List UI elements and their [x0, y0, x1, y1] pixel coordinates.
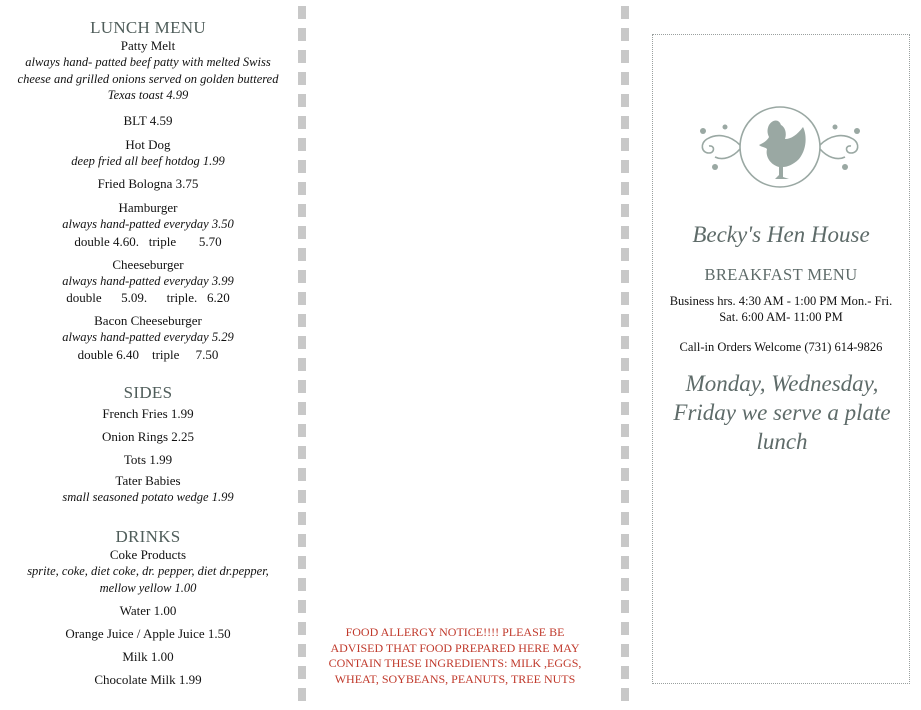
item-desc: always hand- patted beef patty with melted Swiss — [25, 55, 271, 69]
item-name: Hamburger — [118, 200, 178, 215]
breakfast-menu-title: BREAKFAST MENU — [704, 265, 858, 284]
hours-line: Business hrs. 4:30 AM - 1:00 PM Mon.- Fri. — [669, 294, 893, 308]
item-name: Coke Products — [109, 547, 187, 562]
menu-item-water: Water 1.00 — [119, 603, 177, 618]
allergy-line: CONTAIN THESE INGREDIENTS: MILK ,EGGS, — [328, 656, 582, 670]
fold-guide-left — [298, 6, 307, 710]
menu-item-coke-products — [8, 547, 288, 596]
allergy-notice — [320, 625, 590, 687]
menu-item-cheeseburger — [8, 257, 288, 307]
lunch-menu-title: LUNCH MENU — [90, 18, 206, 37]
item-desc: mellow yellow 1.00 — [99, 580, 197, 595]
item-desc: cheese and grilled onions served on golden buttered — [17, 71, 279, 86]
item-sizes: double 4.60. triple 5.70 — [74, 233, 222, 249]
item-sizes: double 5.09. triple. 6.20 — [66, 290, 230, 305]
menu-item-chocolate-milk: Chocolate Milk 1.99 — [94, 672, 202, 687]
plate-line: Friday we serve a plate — [673, 400, 891, 425]
menu-item-juice: Orange Juice / Apple Juice 1.50 — [65, 626, 231, 641]
fold-guide-right — [621, 6, 630, 710]
item-desc: sprite, coke, diet coke, dr. pepper, diet dr.pepper, — [27, 564, 269, 578]
menu-item-hot-dog — [8, 137, 288, 170]
item-name: Patty Melt — [120, 38, 176, 53]
plate-lunch-notice — [659, 369, 905, 456]
menu-item-blt — [8, 112, 288, 129]
menu-item-tater-babies — [8, 473, 288, 506]
item-desc: always hand-patted everyday 5.29 — [62, 330, 234, 344]
item-desc: always hand-patted everyday 3.99 — [62, 273, 234, 288]
allergy-line: FOOD ALLERGY NOTICE!!!! PLEASE BE — [345, 625, 565, 639]
item-name: Cheeseburger — [112, 256, 184, 272]
allergy-line: WHEAT, SOYBEANS, PEANUTS, TREE NUTS — [334, 671, 576, 686]
item-desc: small seasoned potato wedge 1.99 — [62, 489, 234, 504]
item-name: BLT 4.59 — [123, 112, 173, 128]
menu-item-hamburger — [8, 200, 288, 250]
menu-item-bacon-cheeseburger — [8, 313, 288, 363]
item-name: Tater Babies — [115, 472, 181, 488]
drinks-title: DRINKS — [115, 527, 181, 546]
cover-panel — [652, 34, 910, 684]
lunch-column — [8, 18, 288, 688]
plate-line: Monday, Wednesday, — [685, 371, 879, 396]
rooster-icon — [695, 105, 865, 190]
call-in-notice: Call-in Orders Welcome (731) 614-9826 — [679, 340, 883, 354]
menu-item-milk: Milk 1.00 — [122, 649, 174, 664]
menu-item-fried-bologna — [8, 175, 288, 192]
menu-item-patty-melt — [8, 38, 288, 104]
item-sizes: double 6.40 triple 7.50 — [77, 346, 219, 362]
plate-line: lunch — [756, 429, 808, 454]
item-desc: Texas toast 4.99 — [107, 88, 189, 102]
menu-item-tots: Tots 1.99 — [123, 451, 173, 467]
shop-name: Becky's Hen House — [692, 222, 870, 247]
item-name: Bacon Cheeseburger — [94, 313, 202, 328]
menu-item-french-fries: French Fries 1.99 — [102, 405, 194, 421]
item-desc: always hand-patted everyday 3.50 — [62, 217, 234, 231]
sides-title: SIDES — [123, 382, 173, 402]
menu-item-onion-rings: Onion Rings 2.25 — [101, 428, 195, 444]
item-name: Fried Bologna 3.75 — [97, 176, 199, 191]
item-name: Hot Dog — [125, 136, 171, 152]
business-hours — [653, 293, 909, 325]
item-desc: deep fried all beef hotdog 1.99 — [71, 153, 225, 168]
allergy-line: ADVISED THAT FOOD PREPARED HERE MAY — [330, 640, 580, 655]
hours-line: Sat. 6:00 AM- 11:00 PM — [719, 310, 843, 324]
